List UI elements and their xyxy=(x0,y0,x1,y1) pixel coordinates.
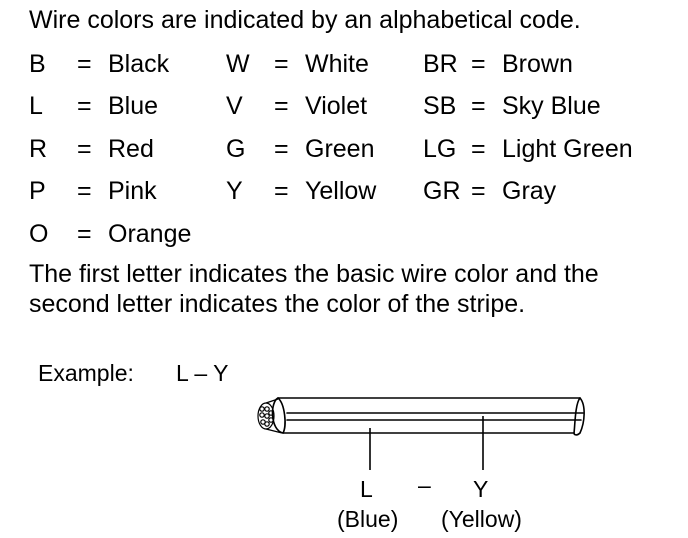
code-r: R xyxy=(29,135,48,163)
color-light-green: Light Green xyxy=(502,135,633,163)
color-gray: Gray xyxy=(502,177,557,205)
color-blue: Blue xyxy=(108,92,159,120)
note-line-2: second letter indicates the color of the stripe. xyxy=(29,290,526,318)
equals-y: = xyxy=(274,177,289,205)
color-white: White xyxy=(305,50,369,78)
equals-l: = xyxy=(77,92,92,120)
equals-w: = xyxy=(274,50,289,78)
wire-strands xyxy=(258,399,282,433)
code-o: O xyxy=(29,220,49,248)
code-p: P xyxy=(29,177,46,205)
code-lg: LG xyxy=(423,135,457,163)
code-g: G xyxy=(226,135,246,163)
code-l: L xyxy=(29,92,43,120)
color-sky-blue: Sky Blue xyxy=(502,92,601,120)
callout-base-letter: L xyxy=(360,476,373,502)
callout-base-name: (Blue) xyxy=(337,506,399,532)
equals-r: = xyxy=(77,135,92,163)
example-label: Example: xyxy=(38,360,134,386)
equals-sb: = xyxy=(471,92,486,120)
callout-stripe-name: (Yellow) xyxy=(441,506,522,532)
color-pink: Pink xyxy=(108,177,157,205)
equals-br: = xyxy=(471,50,486,78)
callout-dash: – xyxy=(418,472,431,498)
equals-g: = xyxy=(274,135,289,163)
color-yellow: Yellow xyxy=(305,177,377,205)
code-gr: GR xyxy=(423,177,461,205)
code-br: BR xyxy=(423,50,458,78)
note-line-1: The first letter indicates the basic wire color and the xyxy=(29,260,599,288)
wire-body xyxy=(273,398,585,435)
example-code: L – Y xyxy=(176,360,229,386)
code-y: Y xyxy=(226,177,243,205)
color-orange: Orange xyxy=(108,220,192,248)
color-brown: Brown xyxy=(502,50,573,78)
color-red: Red xyxy=(108,135,154,163)
code-v: V xyxy=(226,92,243,120)
equals-v: = xyxy=(274,92,289,120)
intro-text: Wire colors are indicated by an alphabetical code. xyxy=(29,6,581,34)
callout-stripe-letter: Y xyxy=(473,476,489,502)
equals-gr: = xyxy=(471,177,486,205)
equals-lg: = xyxy=(471,135,486,163)
code-sb: SB xyxy=(423,92,457,120)
equals-p: = xyxy=(77,177,92,205)
equals-b: = xyxy=(77,50,92,78)
color-green: Green xyxy=(305,135,375,163)
code-b: B xyxy=(29,50,46,78)
color-black: Black xyxy=(108,50,170,78)
equals-o: = xyxy=(77,220,92,248)
color-violet: Violet xyxy=(305,92,368,120)
code-w: W xyxy=(226,50,250,78)
